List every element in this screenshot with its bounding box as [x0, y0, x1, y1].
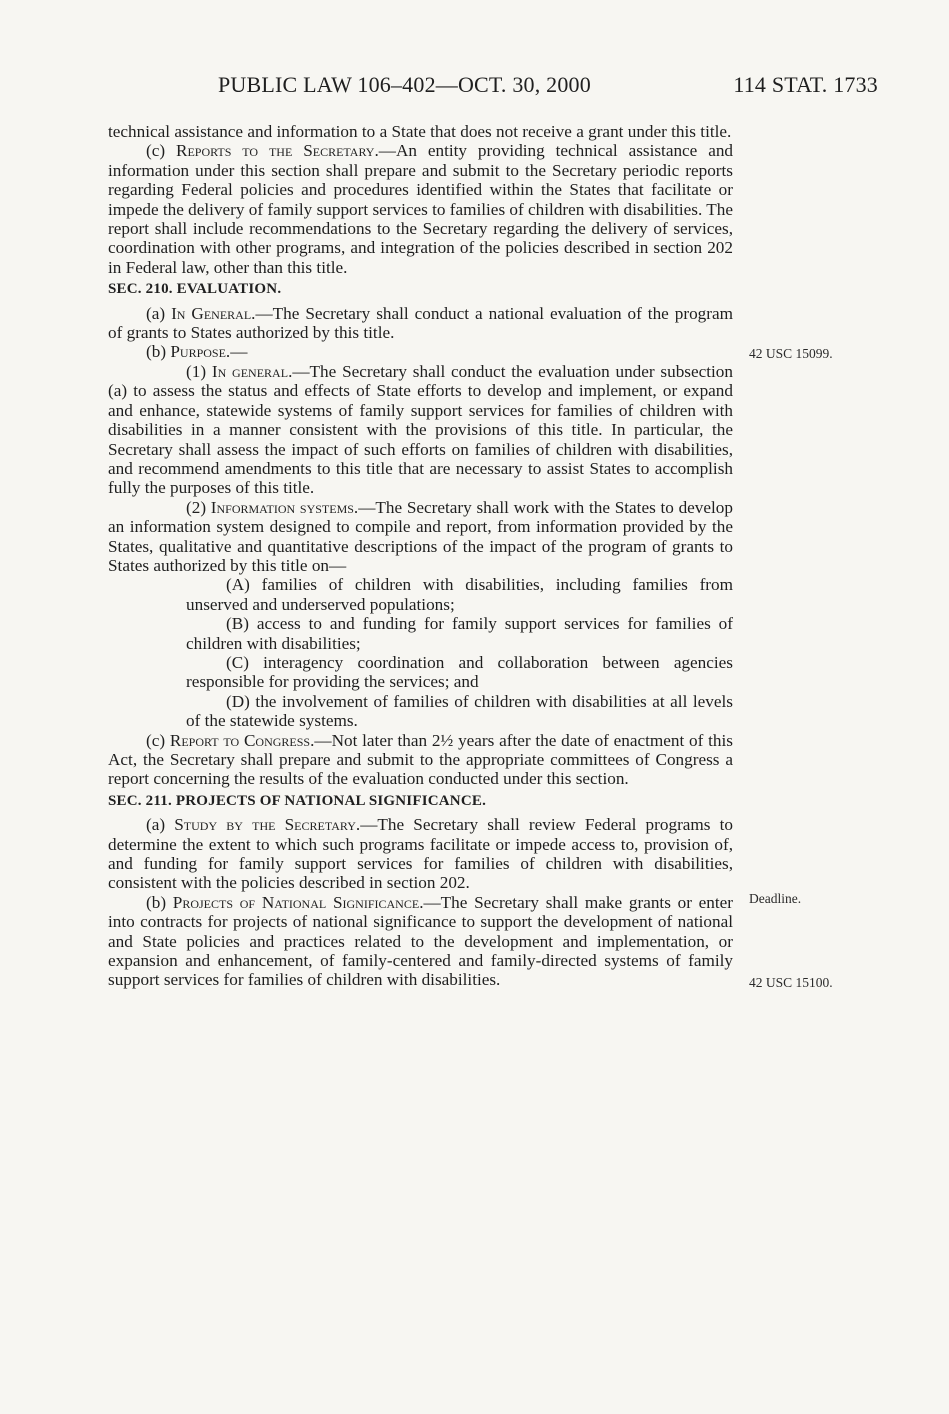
subsection-heading: Projects of National Significance — [172, 892, 420, 912]
section-210-b: (b) Purpose.— — [146, 342, 248, 362]
section-210-b-2: (2) Information systems.—The Secretary shall work with the States to develop an information system designed to compile and report, from information provided by the States, qualitative and quantitative descriptions of the impact of the program of grants to States authorized by this title on— — [108, 497, 733, 575]
subsection-heading: Reports to the Secretary — [175, 141, 375, 161]
section-211-usc-citation: 42 USC 15100. — [749, 975, 833, 990]
section-210-usc-citation: 42 USC 15099. — [749, 346, 833, 361]
section-210-b-1: (1) In general.—The Secretary shall conduct the evaluation under subsection (a) to assess the status and effects of State efforts to develop and implement, or expand and enhance, statewide systems of family support services for families of children with disabilities in a manner consistent with the provisions of this title. In particular, the Secretary shall assess the impact of such efforts on families of children with disabilities, and recommend amendments to this title that are necessary to assist States to accomplish fully the purposes of this title. — [108, 361, 733, 498]
subsection-heading: Report to Congress — [169, 730, 311, 750]
subsection-c-reports: (c) Reports to the Secretary.—An entity providing technical assistance and information under this section shall prepare and submit to the Secretary periodic reports regarding Federal policies and procedures identified within the States that facilitate or impede the delivery of family support services to families of children with disabilities. The report shall include recommendations to the Secretary regarding the delivery of services, coordination with other programs, and integration of the policies described in section 202 in Federal law, other than this title. — [108, 141, 734, 277]
section-210-c: (c) Report to Congress.—Not later than 2½ years after the date of enactment of this Act, the Secretary shall prepare and submit to the appropriate committees of Congress a report concerning the results of the evaluation conducted under this section. — [108, 730, 733, 789]
subparagraph-D: (D) the involvement of families of children with disabilities at all levels of the statewide systems. — [186, 691, 733, 731]
paragraph-heading: In general — [211, 361, 289, 381]
paragraph-heading: Information systems — [210, 497, 354, 517]
deadline-note: Deadline. — [749, 891, 802, 906]
section-211-b: (b) Projects of National Significance.—The Secretary shall make grants or enter into contracts for projects of national significance to support the development of national and State policies and practices related to the development and implementation, or expansion and enhancement, of family-centered and family-directed systems of family support services for families of children with disabilities. — [108, 892, 734, 990]
document-body — [108, 122, 733, 990]
continued-paragraph: technical assistance and information to a State that does not receive a grant under this title. — [108, 122, 732, 141]
subsection-heading: Purpose — [170, 342, 226, 362]
subparagraph-C: (C) interagency coordination and collaboration between agencies responsible for providing the services; and — [186, 652, 733, 692]
subparagraph-list — [186, 575, 733, 730]
section-211-a: (a) Study by the Secretary.—The Secretary shall review Federal programs to determine the extent to which such programs facilitate or impede access to, provision of, and funding for family support services for families of children with disabilities, consistent with the policies described in section 202. — [108, 815, 734, 893]
section-210-a: (a) In General.—The Secretary shall conduct a national evaluation of the program of grants to States authorized by this title. — [108, 303, 734, 343]
page-header — [218, 72, 878, 102]
subparagraph-A: (A) families of children with disabilities, including families from unserved and underserved populations; — [186, 575, 733, 614]
subsection-heading: Study by the Secretary — [174, 815, 356, 835]
statute-page-number: 114 STAT. 1733 — [733, 72, 878, 97]
section-210-heading: SEC. 210. EVALUATION. — [108, 281, 282, 298]
subparagraph-B: (B) access to and funding for family support services for families of children with disabilities; — [186, 614, 733, 653]
subsection-heading: In General — [171, 303, 252, 323]
public-law-citation: PUBLIC LAW 106–402—OCT. 30, 2000 — [218, 72, 591, 97]
section-211-heading: SEC. 211. PROJECTS OF NATIONAL SIGNIFICANCE. — [108, 792, 487, 809]
